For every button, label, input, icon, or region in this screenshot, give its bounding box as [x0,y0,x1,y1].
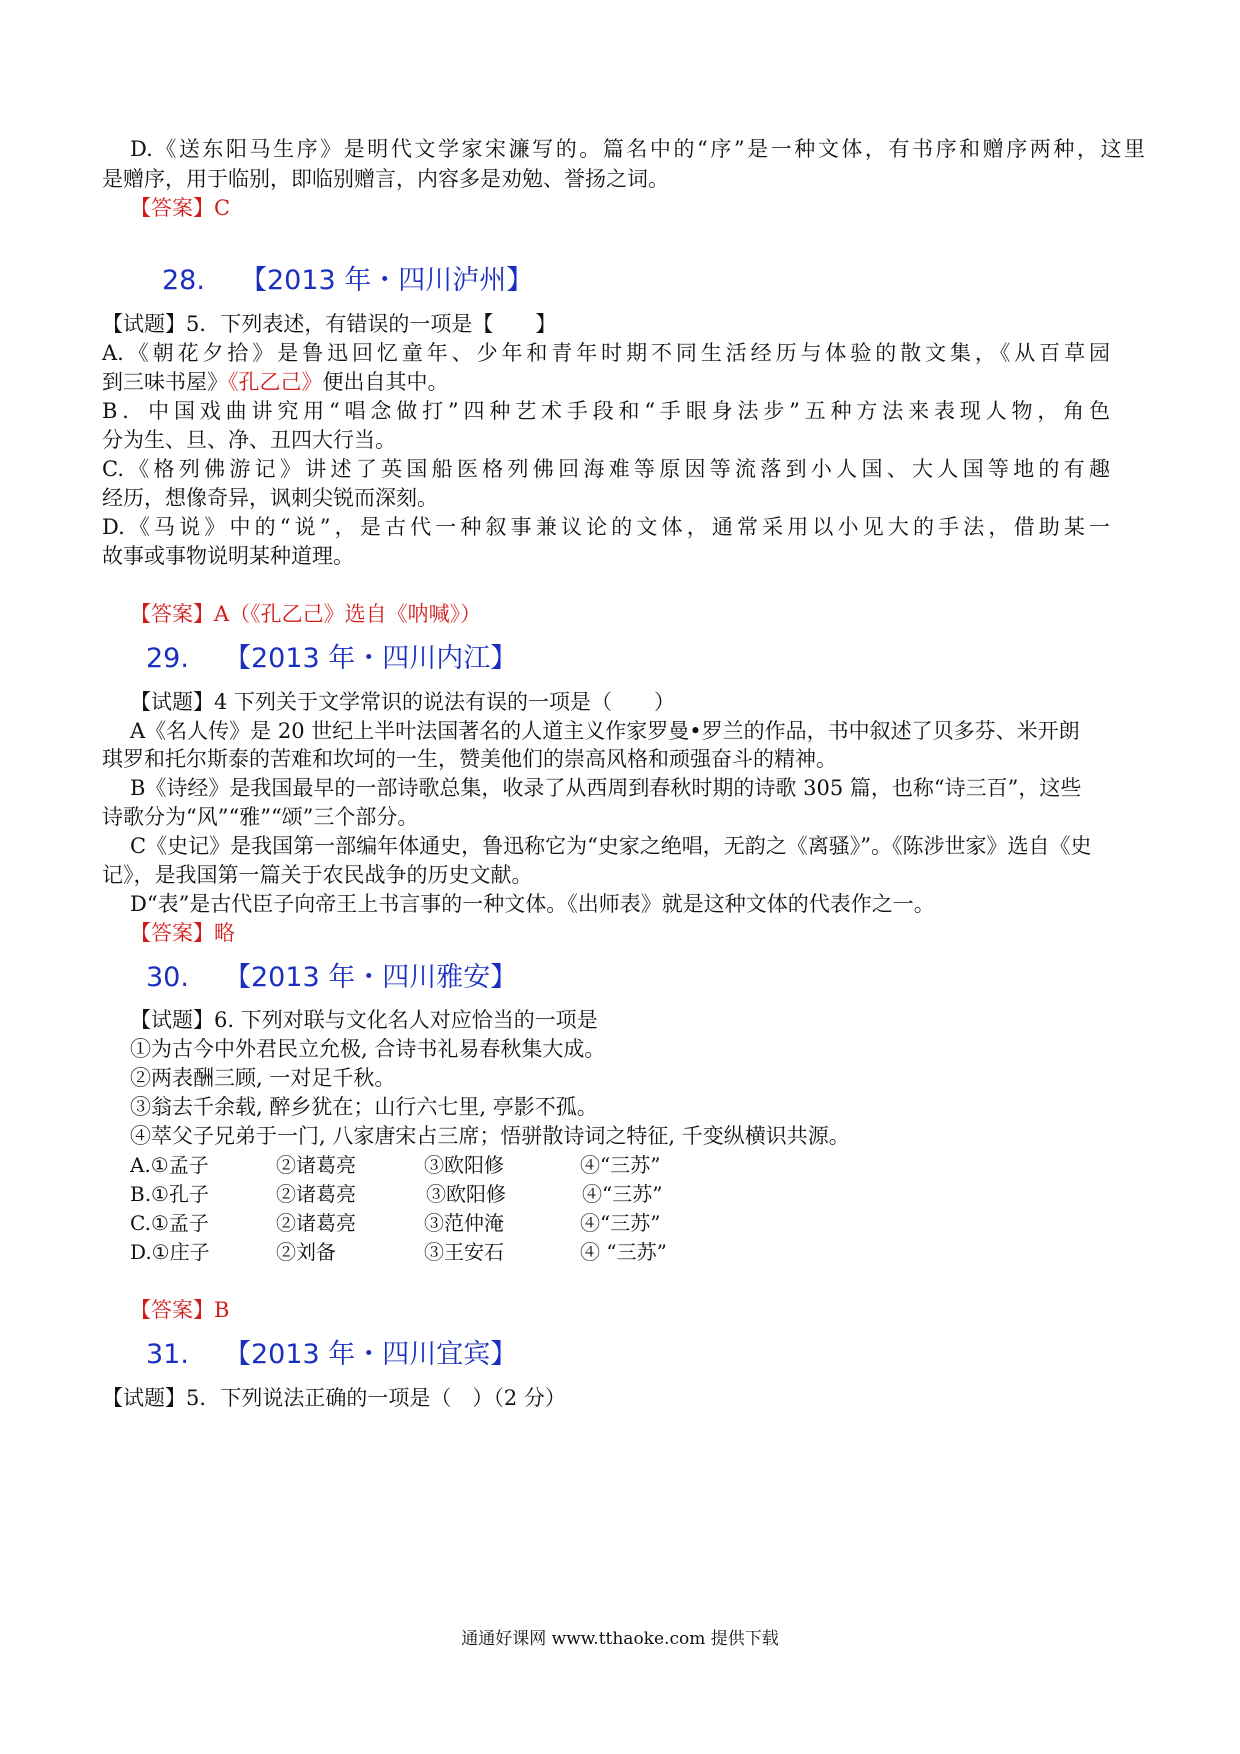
q30-couplet-4: ④萃父子兄弟于一门, 八家唐宋占三席；悟骈散诗词之特征, 千变纵横识共源。 [130,1124,850,1148]
q29-number: 29. [146,643,189,674]
prev-option-d-line1: D.《送东阳马生序》是明代文学家宋濂写的。篇名中的“序”是一种文体，有书序和赠序两种，这里 [130,137,1145,161]
q31-number: 31. [146,1339,189,1370]
q31-stem: 【试题】5．下列说法正确的一项是（ ）（2 分） [102,1386,566,1410]
q30-stem: 【试题】6. 下列对联与文化名人对应恰当的一项是 [130,1008,598,1032]
q30-option-d-4: ④ “三苏” [580,1240,667,1264]
q29-option-b-line2: 诗歌分为“风”“雅”“颂”三个部分。 [102,805,419,829]
q30-option-c-4: ④“三苏” [580,1211,661,1235]
q29-title: 【2013 年・四川内江】 [224,643,518,674]
q28-option-d-line2: 故事或事物说明某种道理。 [102,544,354,568]
q28-number: 28. [162,265,205,296]
q29-answer: 【答案】略 [130,921,235,945]
prev-answer: 【答案】C [130,196,231,220]
q28-answer: 【答案】A（《孔乙己》选自《呐喊》） [130,602,482,626]
q30-option-a-1: A.①孟子 [130,1153,209,1177]
q30-option-c-2: ②诸葛亮 [276,1211,356,1235]
q28-option-b-line1: B．中国戏曲讲究用“唱念做打”四种艺术手段和“手眼身法步”五种方法来表现人物，角色 [102,399,1110,423]
q30-option-b-4: ④“三苏” [582,1182,663,1206]
q31-title: 【2013 年・四川宜宾】 [224,1339,518,1370]
q30-couplet-2: ②两表酬三顾, 一对足千秋。 [130,1066,396,1090]
q28-option-a-line2 [102,367,449,397]
q30-option-b-3: ③欧阳修 [426,1182,506,1206]
q30-couplet-3: ③翁去千余载, 醉乡犹在；山行六七里, 亭影不孤。 [130,1095,598,1119]
prev-option-d-line2: 是赠序，用于临别，即临别赠言，内容多是劝勉、誉扬之词。 [102,167,669,191]
q30-option-a-4: ④“三苏” [580,1153,661,1177]
q29-option-d: D“表”是古代臣子向帝王上书言事的一种文体。《出师表》就是这种文体的代表作之一。 [130,892,935,916]
q30-option-d-2: ②刘备 [276,1240,336,1264]
q31-heading [146,1337,517,1373]
q30-option-b-2: ②诸葛亮 [276,1182,356,1206]
q28-option-d-line1: D.《马说》中的“说”，是古代一种叙事兼议论的文体，通常采用以小见大的手法，借助某一 [102,515,1110,539]
q28-option-c-line2: 经历，想像奇异，讽刺尖锐而深刻。 [102,486,438,510]
q30-option-a-3: ③欧阳修 [424,1153,504,1177]
q28-option-a-highlight: 《孔乙己》 [228,370,323,394]
q28-option-a-line1: A.《朝花夕拾》是鲁迅回忆童年、少年和青年时期不同生活经历与体验的散文集，《从百草园 [102,341,1110,365]
q28-option-a-text: 到三味书屋》 [102,370,228,394]
q28-stem: 【试题】5．下列表述，有错误的一项是【 】 [102,312,557,336]
q29-heading [146,641,517,677]
q28-option-a-text-end: 便出自其中。 [322,370,449,394]
q30-option-c-1: C.①孟子 [130,1211,209,1235]
q29-option-c-line2: 记》，是我国第一篇关于农民战争的历史文献。 [102,863,533,887]
q29-stem: 【试题】4 下列关于文学常识的说法有误的一项是（ ） [130,690,676,714]
q30-option-d-1: D.①庄子 [130,1240,210,1264]
q28-heading [162,263,533,299]
page-footer: 通通好课网 www.tthaoke.com 提供下载 [461,1629,779,1649]
q29-option-b-line1: B《诗经》是我国最早的一部诗歌总集，收录了从西周到春秋时期的诗歌 305 篇，也称“诗三百”，这些 [130,776,1082,800]
q29-option-a-line2: 琪罗和托尔斯泰的苦难和坎坷的一生，赞美他们的崇高风格和顽强奋斗的精神。 [102,747,837,771]
q30-option-d-3: ③王安石 [424,1240,504,1264]
q29-option-c-line1: C《史记》是我国第一部编年体通史，鲁迅称它为“史家之绝唱，无韵之《离骚》”。《陈涉世家》选自《史 [130,834,1092,858]
q30-option-a-2: ②诸葛亮 [276,1153,356,1177]
q30-title: 【2013 年・四川雅安】 [224,962,518,993]
q28-title: 【2013 年・四川泸州】 [240,265,534,296]
q30-option-c-3: ③范仲淹 [424,1211,504,1235]
q28-option-c-line1: C.《格列佛游记》讲述了英国船医格列佛回海难等原因等流落到小人国、大人国等地的有趣 [102,457,1110,481]
q30-answer: 【答案】B [130,1298,230,1322]
q29-option-a-line1: A《名人传》是 20 世纪上半叶法国著名的人道主义作家罗曼•罗兰的作品，书中叙述了贝多芬、米开朗 [130,719,1080,743]
q30-option-b-1: B.①孔子 [130,1182,209,1206]
q30-heading [146,960,517,996]
q30-number: 30. [146,962,189,993]
q28-option-b-line2: 分为生、旦、净、丑四大行当。 [102,428,396,452]
q30-couplet-1: ①为古今中外君民立允极, 合诗书礼易春秋集大成。 [130,1037,606,1061]
